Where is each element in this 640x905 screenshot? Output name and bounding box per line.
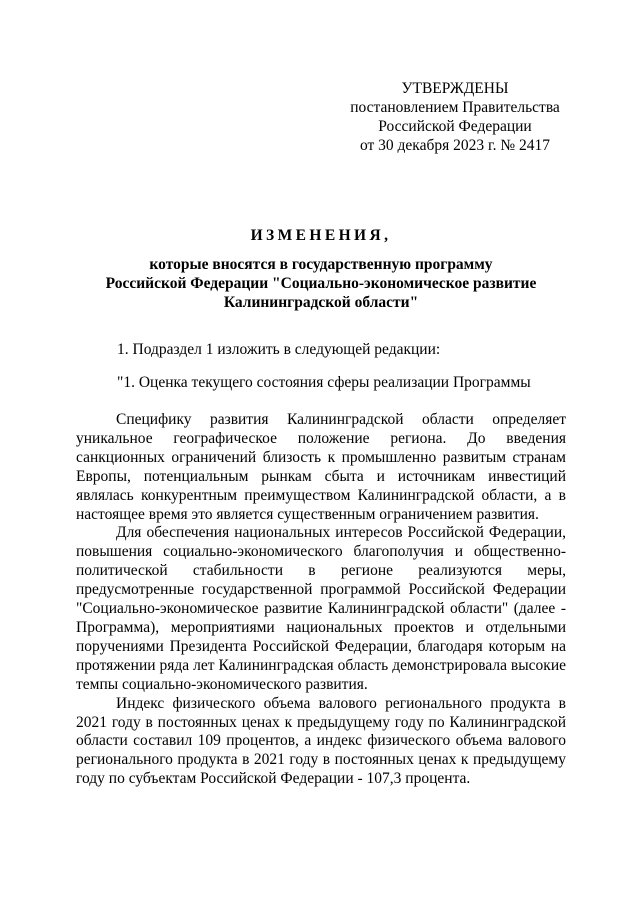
title-line-1: которые вносятся в государственную программу [149, 256, 493, 273]
section-subheading: "1. Оценка текущего состояния сферы реализации Программы [117, 374, 531, 391]
title-line-2: Российской Федерации "Социально-экономическое развитие [105, 275, 537, 292]
body-text [76, 411, 566, 789]
approval-line-resolution: постановлением Правительства [350, 99, 560, 116]
approval-stamp [330, 79, 580, 155]
approval-line-date: от 30 декабря 2023 г. № 2417 [359, 137, 551, 154]
paragraph-2: Для обеспечения национальных интересов Российской Федерации, повышения социально-экономического благополучия и общественно-политической стабильности в регионе реализуются меры, предусмотренные государственной программой Российской Федерации "Социально-экономическое развитие Калининградской области" (далее - Программа), мероприятиями национальных проектов и отдельными поручениями Президента Российской Федерации, благодаря которым на протяжении ряда лет Калининградская область демонстрировала высокие темпы социально-экономического развития. [76, 524, 566, 693]
title-line-3: Калининградской области" [223, 294, 419, 311]
item-1: 1. Подраздел 1 изложить в следующей редакции: [117, 341, 441, 358]
approval-title: УТВЕРЖДЕНЫ [401, 80, 509, 97]
paragraph-1: Специфику развития Калининградской области определяет уникальное географическое положение региона. До введения санкционных ограничений близость к промышленно развитым странам Европы, потенциальным рынкам сбыта и источникам инвестиций являлась конкурентным преимуществом Калининградской области, а в настоящее время это является существенным ограничением развития. [76, 411, 566, 523]
title-heading: ИЗМЕНЕНИЯ, [250, 227, 392, 244]
document-title [60, 226, 582, 312]
paragraph-3: Индекс физического объема валового регионального продукта в 2021 году в постоянных ценах к предыдущему году по Калининградской области составил 109 процентов, а индекс физического объема валового регионального продукта в 2021 году в постоянных ценах к предыдущему году по субъектам Российской Федерации - 107,3 процента. [76, 694, 566, 788]
approval-line-government: Российской Федерации [378, 118, 532, 135]
